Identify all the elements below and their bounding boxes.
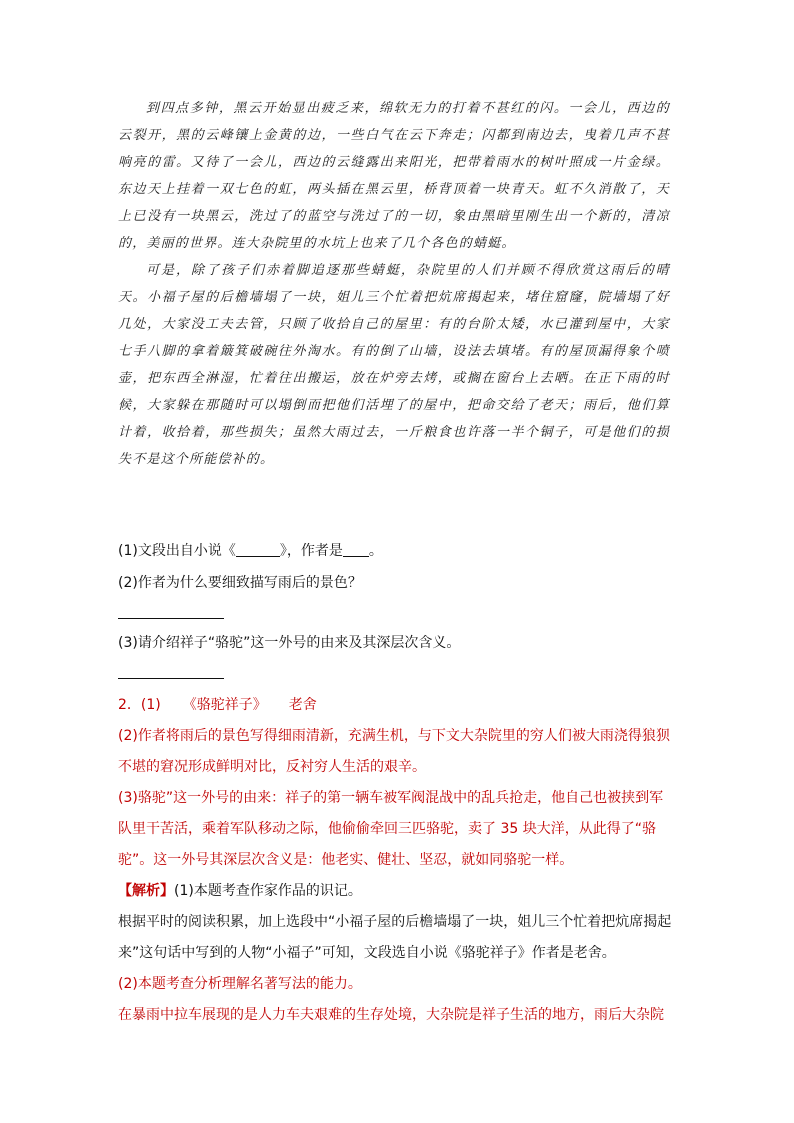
answer-3-line-2: 队里干苦活，乘着军队移动之际，他偷偷牵回三匹骆驼，卖了 35 块大洋，从此得了“骆: [118, 821, 656, 837]
question-1-middle: 》，作者是: [279, 543, 343, 559]
analysis-line-4: (2)本题考查分析理解名著写法的能力。: [118, 976, 362, 992]
blank-book-title: [236, 542, 280, 557]
answer-3-line-1: (3)骆驼”这一外号的由来：祥子的第一辆车被军阀混战中的乱兵抢走，他自己也被挟到军: [118, 790, 664, 806]
question-1: [118, 540, 383, 560]
passage: [118, 95, 670, 473]
analysis-line-2: 根据平时的阅读积累，加上选段中“小福子屋的后檐墙塌了一块，姐儿三个忙着把炕席揭起: [118, 914, 672, 930]
analysis-tag: 【解析】: [118, 883, 174, 899]
answer-line-2: [118, 618, 224, 619]
answer-1: [118, 690, 678, 721]
question-1-prefix: (1)文段出自小说《: [118, 543, 236, 559]
question-3: (3)请介绍祥子“骆驼”这一外号的由来及其深层次含义。: [118, 635, 461, 651]
analysis-line-5: 在暴雨中拉车展现的是人力车夫艰难的生存处境，大杂院是祥子生活的地方，雨后大杂院: [118, 1007, 664, 1023]
analysis-line-3: 来”这句话中写到的人物“小福子”可知，文段选自小说《骆驼祥子》作者是老舍。: [118, 945, 616, 961]
analysis-line-1: [118, 876, 678, 907]
answer-1-author: 老舍: [288, 697, 317, 713]
blank-author: [343, 542, 369, 557]
answer-1-book: 《骆驼祥子》: [182, 697, 267, 713]
answers: [118, 690, 678, 1031]
passage-paragraph-2: 可是，除了孩子们赤着脚追逐那些蜻蜓，杂院里的人们并顾不得欣赏这雨后的晴天。小福子屋的后檐墙塌了一块，姐儿三个忙着把炕席揭起来，堵住窟窿，院墙塌了好几处，大家没工夫去管，只顾了收拾自己的屋里：有的台阶太矮，水已灌到屋中，大家七手八脚的拿着簸箕破碗往外淘水。有的倒了山墙，设法去填堵。有的屋顶漏得象个喷壶，把东西全淋湿，忙着往出搬运，放在炉旁去烤，或搁在窗台上去晒。在正下雨的时候，大家躲在那随时可以塌倒而把他们活埋了的屋中，把命交给了老天；雨后，他们算计着，收拾着，那些损失；虽然大雨过去，一斤粮食也许落一半个铜子，可是他们的损失不是这个所能偿补的。: [118, 263, 670, 467]
analysis: [118, 876, 678, 1031]
analysis-text-1: (1)本题考查作家作品的识记。: [174, 883, 362, 899]
answer-2-line-2: 不堪的窘况形成鲜明对比，反衬穷人生活的艰辛。: [118, 759, 426, 775]
answer-1-number: 2．(1): [118, 697, 161, 713]
passage-paragraph-1: 到四点多钟，黑云开始显出疲乏来，绵软无力的打着不甚红的闪。一会儿，西边的云裂开，黑的云峰镶上金黄的边，一些白气在云下奔走；闪都到南边去，曳着几声不甚响亮的雷。又待了一会儿，西边的云缝露出来阳光，把带着雨水的树叶照成一片金绿。东边天上挂着一双七色的虹，两头插在黑云里，桥背顶着一块青天。虹不久消散了，天上已没有一块黑云，洗过了的蓝空与洗过了的一切，象由黑暗里刚生出一个新的，清凉的，美丽的世界。连大杂院里的水坑上也来了几个各色的蜻蜓。: [118, 101, 670, 251]
answer-line-3: [118, 678, 224, 679]
question-1-suffix: 。: [368, 543, 383, 559]
answer-3-line-3: 驼”。这一外号其深层次含义是：他老实、健壮、坚忍，就如同骆驼一样。: [118, 852, 574, 868]
answer-2-line-1: (2)作者将雨后的景色写得细雨清新，充满生机，与下文大杂院里的穷人们被大雨浇得狼狈: [118, 728, 670, 744]
question-2: (2)作者为什么要细致描写雨后的景色？: [118, 575, 362, 591]
